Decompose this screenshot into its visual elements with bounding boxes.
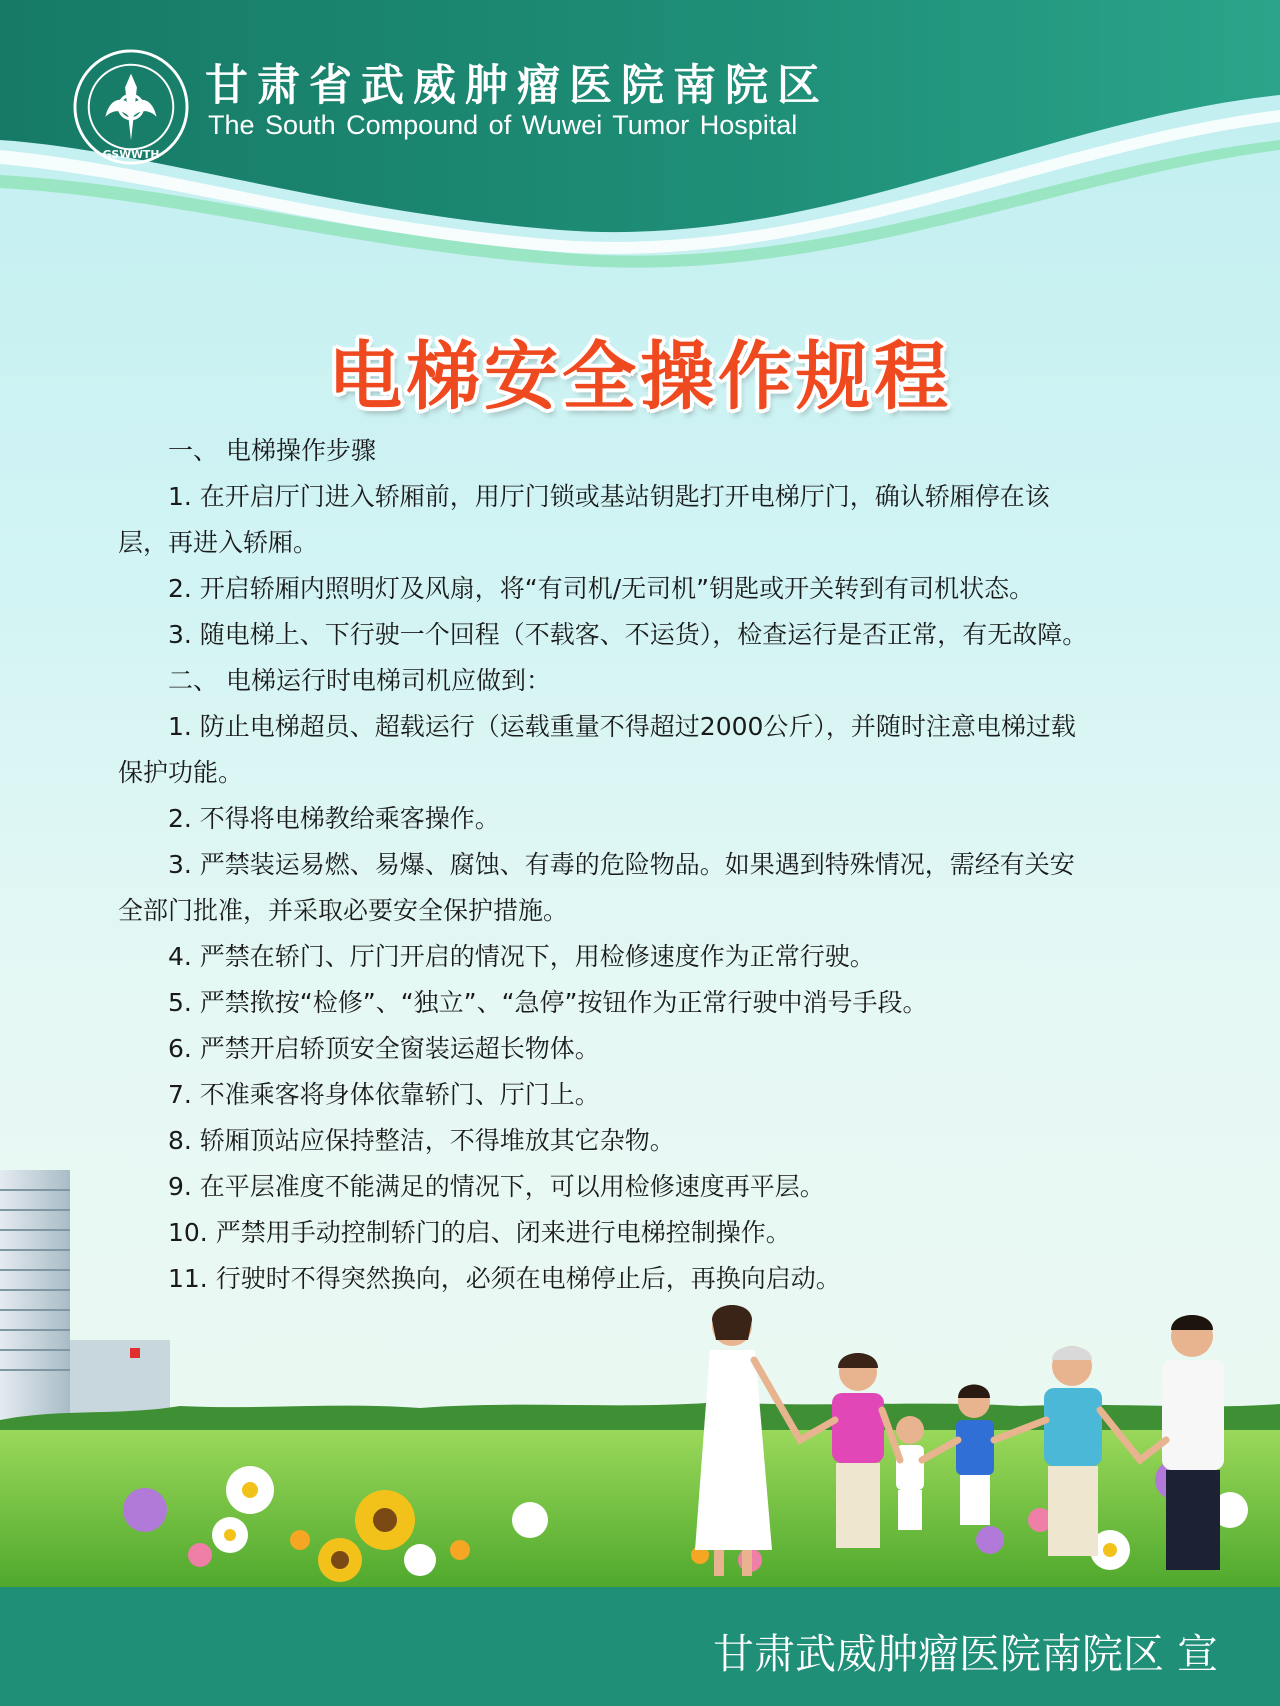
rule-line: 10. 严禁用手动控制轿门的启、闭来进行电梯控制操作。 [168, 1218, 791, 1247]
page-title: 电梯安全操作规程 [328, 334, 952, 420]
building [0, 1170, 170, 1420]
rule-line: 2. 不得将电梯教给乘客操作。 [168, 804, 500, 833]
rule-line: 1. 防止电梯超员、超载运行（运载重量不得超过2000公斤），并随时注意电梯过载 [168, 712, 1076, 741]
scene-illustration [0, 1140, 1280, 1590]
footer-text: 甘肃武威肿瘤医院南院区 宣 [712, 1630, 1218, 1678]
rule-line: 7. 不准乘客将身体依靠轿门、厅门上。 [168, 1080, 600, 1109]
rule-line: 3. 严禁装运易燃、易爆、腐蚀、有毒的危险物品。如果遇到特殊情况，需经有关安 [168, 850, 1075, 879]
hospital-name-en: The South Compound of Wuwei Tumor Hospital [208, 110, 798, 140]
rule-line: 11. 行驶时不得突然换向，必须在电梯停止后，再换向启动。 [168, 1264, 841, 1293]
rule-line: 8. 轿厢顶站应保持整洁，不得堆放其它杂物。 [168, 1126, 675, 1155]
rule-line: 二、 电梯运行时电梯司机应做到： [168, 666, 551, 695]
rule-line: 全部门批准，并采取必要安全保护措施。 [118, 896, 569, 925]
rule-line: 5. 严禁揿按“检修”、“独立”、“急停”按钮作为正常行驶中消号手段。 [168, 988, 928, 1017]
hospital-name-cn: 甘肃省武威肿瘤医院南院区 [205, 61, 829, 111]
rule-line: 层，再进入轿厢。 [118, 528, 319, 557]
rule-line: 1. 在开启厅门进入轿厢前，用厅门锁或基站钥匙打开电梯厅门，确认轿厢停在该 [168, 482, 1050, 511]
svg-text:GSWWTH: GSWWTH [102, 148, 160, 162]
rule-line: 保护功能。 [118, 758, 244, 787]
rule-line: 4. 严禁在轿门、厅门开启的情况下，用检修速度作为正常行驶。 [168, 942, 875, 971]
rule-line: 2. 开启轿厢内照明灯及风扇，将“有司机/无司机”钥匙或开关转到有司机状态。 [168, 574, 1035, 603]
rule-line: 9. 在平层准度不能满足的情况下，可以用检修速度再平层。 [168, 1172, 825, 1201]
rule-line: 6. 严禁开启轿顶安全窗装运超长物体。 [168, 1034, 600, 1063]
rule-line: 3. 随电梯上、下行驶一个回程（不载客、不运货），检查运行是否正常，有无故障。 [168, 620, 1088, 649]
rule-line: 一、 电梯操作步骤 [168, 436, 376, 465]
footer-bar [0, 1587, 1280, 1706]
hospital-logo [72, 48, 190, 166]
